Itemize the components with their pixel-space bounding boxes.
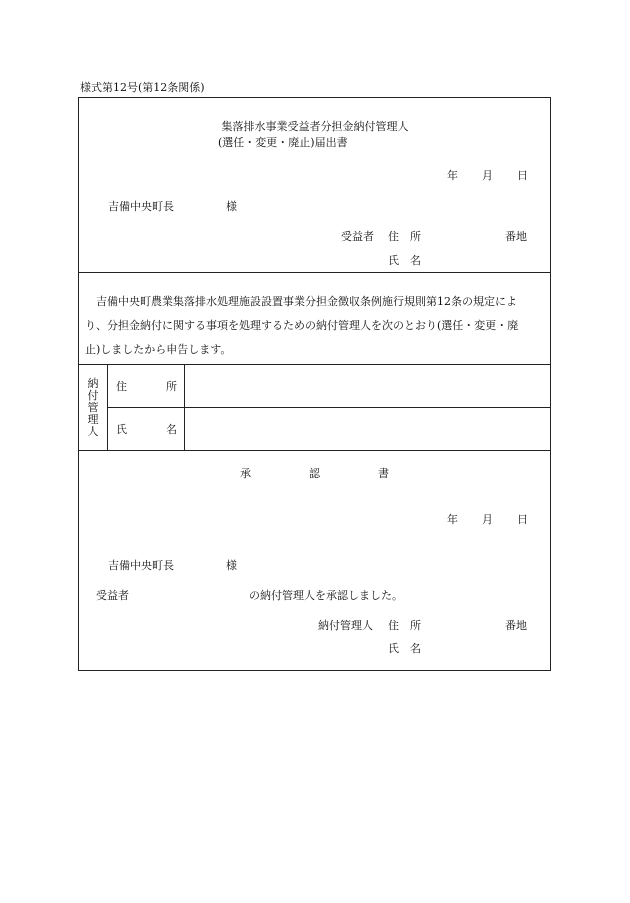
approval-manager-label: 納付管理人 [318,619,373,632]
approval-title-char-3: 書 [378,467,389,480]
form-caption: 様式第12号(第12条関係) [80,81,205,94]
manager-name-label-2: 名 [166,423,177,436]
approval-year-label: 年 [447,513,458,526]
notice-year-label: 年 [447,169,458,182]
notice-applicant-label: 受益者 [341,230,374,243]
table-row-divider [107,407,551,408]
notice-body-line3: 止)しましたから申告します。 [85,343,232,356]
approval-month-label: 月 [482,513,493,526]
approval-day-label: 日 [517,513,528,526]
notice-day-label: 日 [517,169,528,182]
notice-title-line2: (選任・変更・廃止)届出書 [218,136,348,149]
notice-name-label: 氏 名 [388,254,421,267]
divider [78,364,551,365]
notice-banchi-label: 番地 [505,230,527,243]
notice-body-line2: り、分担金納付に関する事項を処理するための納付管理人を次のとおり(選任・変更・廃 [85,319,519,332]
approval-banchi-label: 番地 [505,619,527,632]
notice-addressee: 吉備中央町長 [108,200,174,213]
notice-address-label: 住 所 [388,230,421,243]
manager-address-label: 住 [116,380,127,393]
notice-honorific: 様 [226,200,237,213]
approval-title-char-1: 承 [240,467,251,480]
notice-body-line1: 吉備中央町農業集落排水処理施設設置事業分担金徴収条例施行規則第12条の規定によ [96,295,517,308]
approval-honorific: 様 [226,559,237,572]
approval-beneficiary-label: 受益者 [96,589,129,602]
manager-address-label-2: 所 [166,380,177,393]
notice-title-line1: 集落排水事業受益者分担金納付管理人 [221,120,409,133]
approval-title-char-2: 認 [309,467,320,480]
manager-name-label: 氏 [116,423,127,436]
form-frame [78,97,551,671]
approval-name-label: 氏 名 [388,642,421,655]
divider [78,272,551,273]
notice-month-label: 月 [482,169,493,182]
approval-addressee: 吉備中央町長 [108,559,174,572]
approval-statement: の納付管理人を承認しました。 [249,589,403,602]
manager-row-header: 納付管理人 [87,377,99,438]
approval-address-label: 住 所 [388,619,421,632]
divider [78,450,551,451]
